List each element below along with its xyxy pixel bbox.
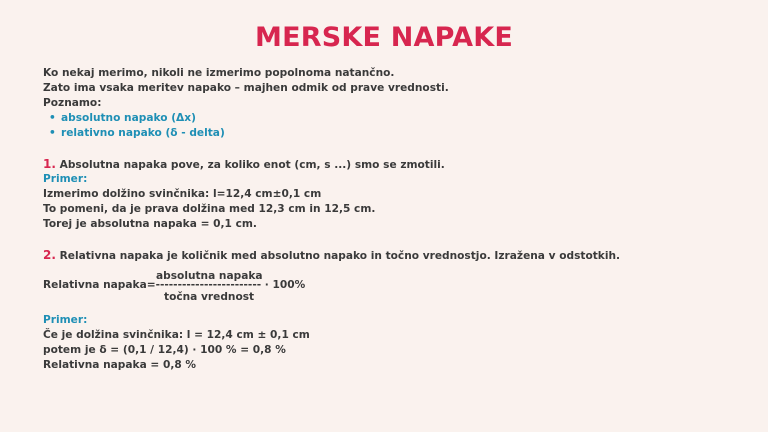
intro-line-1: Ko nekaj merimo, nikoli ne izmerimo popolnoma natančno. bbox=[43, 67, 395, 79]
intro-line-3: Poznamo: bbox=[43, 97, 102, 109]
page-title: MERSKE NAPAKE bbox=[255, 22, 513, 53]
section1-line-3: Torej je absolutna napaka = 0,1 cm. bbox=[43, 218, 257, 230]
section1-line-2: To pomeni, da je prava dolžina med 12,3 cm in 12,5 cm. bbox=[43, 203, 376, 215]
section1-example-label: Primer: bbox=[43, 173, 88, 185]
section2-heading-text: Relativna napaka je količnik med absolutno napako in točno vrednostjo. Izražena v odstotkih. bbox=[59, 250, 621, 262]
formula-numerator: absolutna napaka bbox=[156, 270, 263, 282]
section1-line-1: Izmerimo dolžino svinčnika: l=12,4 cm±0,1 cm bbox=[43, 188, 322, 200]
section1-heading-text: Absolutna napaka pove, za koliko enot (cm, s ...) smo se zmotili. bbox=[59, 159, 445, 171]
section2-line-2: potem je δ = (0,1 / 12,4) · 100 % = 0,8 % bbox=[43, 344, 286, 356]
section2-line-1: Če je dolžina svinčnika: l = 12,4 cm ± 0,1 cm bbox=[43, 329, 310, 341]
section2-line-3: Relativna napaka = 0,8 % bbox=[43, 359, 197, 371]
error-types-list bbox=[43, 111, 743, 141]
section2-heading bbox=[43, 248, 743, 263]
relative-error-formula bbox=[43, 269, 743, 313]
formula-denominator: točna vrednost bbox=[164, 291, 255, 303]
list-item-relative: • relativno napako (δ - delta) bbox=[61, 126, 743, 141]
slide-content bbox=[43, 66, 743, 373]
section1-number: 1. bbox=[43, 157, 56, 171]
section2-example-label: Primer: bbox=[43, 314, 88, 326]
formula-label: Relativna napaka=------------------------ · 100% bbox=[43, 279, 306, 291]
intro-line-2: Zato ima vsaka meritev napako – majhen odmik od prave vrednosti. bbox=[43, 82, 449, 94]
list-item-absolute: • absolutno napako (Δx) bbox=[61, 111, 743, 126]
section1-heading bbox=[43, 157, 743, 172]
section2-number: 2. bbox=[43, 248, 56, 262]
